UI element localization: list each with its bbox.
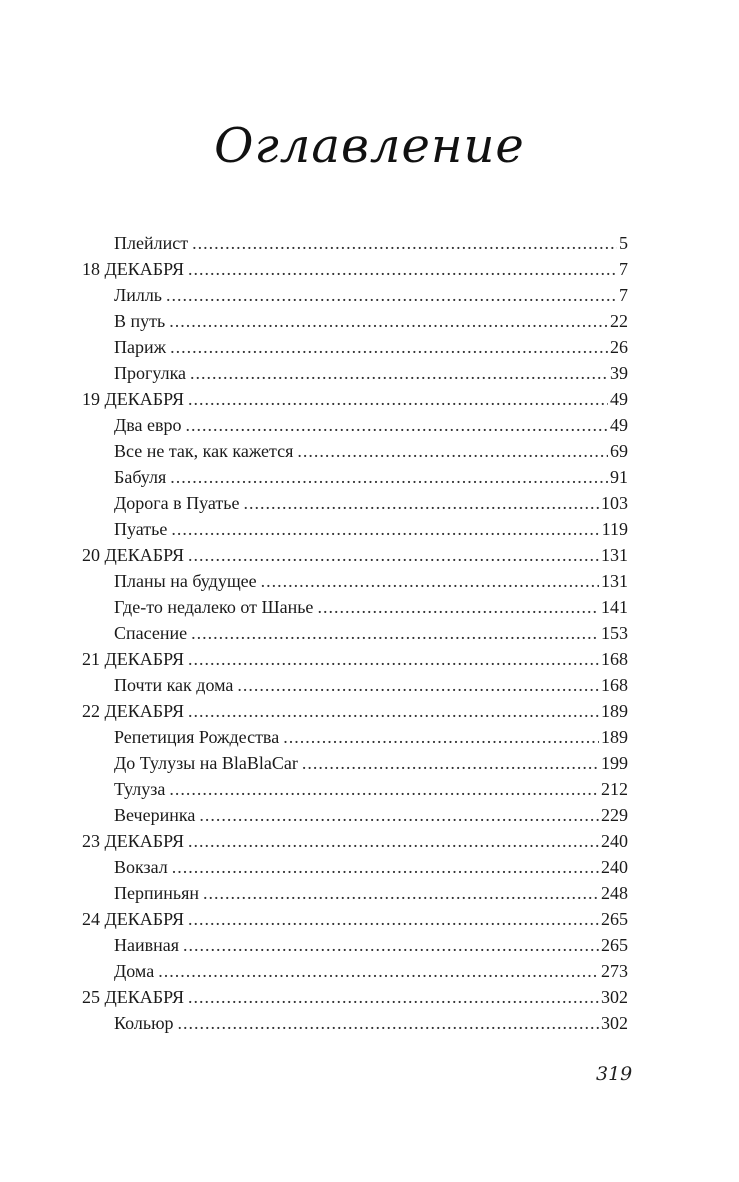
toc-entry-page: 22 [610,311,628,331]
dot-leader [166,282,617,308]
toc-entry-label: 18 ДЕКАБРЯ [82,259,184,279]
toc-entry-label: Вечеринка [114,805,196,825]
toc-entry-page: 229 [601,805,628,825]
toc-entry-label: Репетиция Рождества [114,727,280,747]
toc-chapter-row[interactable] [82,1010,628,1036]
dot-leader [170,464,608,490]
toc-entry-label: Все не так, как кажется [114,441,294,461]
toc-entry-label: 22 ДЕКАБРЯ [82,701,184,721]
dot-leader [172,854,599,880]
dot-leader [203,880,599,906]
dot-leader [244,490,600,516]
page-number: 319 [596,1063,633,1085]
toc-entry-label: Дорога в Пуатье [114,493,240,513]
toc-section-row[interactable] [82,984,628,1010]
toc-entry-page: 49 [610,415,628,435]
toc-entry-page: 49 [610,389,628,409]
toc-entry-label: 24 ДЕКАБРЯ [82,909,184,929]
toc-entry-page: 69 [610,441,628,461]
toc-entry-label: Бабуля [114,467,167,487]
dot-leader [183,932,599,958]
toc-entry-label: Где-то недалеко от Шанье [114,597,314,617]
toc-chapter-row[interactable] [82,230,628,256]
page-title: Оглавление [214,118,525,174]
toc-chapter-row[interactable] [82,620,628,646]
toc-entry-page: 39 [610,363,628,383]
toc-chapter-row[interactable] [82,490,628,516]
toc-entry-page: 7 [619,259,628,279]
dot-leader [170,334,608,360]
toc-entry-label: 20 ДЕКАБРЯ [82,545,184,565]
dot-leader [188,698,599,724]
toc-entry-page: 91 [610,467,628,487]
toc-entry-label: Вокзал [114,857,168,877]
toc-chapter-row[interactable] [82,568,628,594]
toc-entry-label: Дома [114,961,155,981]
toc-section-row[interactable] [82,698,628,724]
dot-leader [237,672,599,698]
toc-entry-page: 240 [601,831,628,851]
toc-entry-page: 265 [601,909,628,929]
dot-leader [191,620,599,646]
toc-chapter-row[interactable] [82,360,628,386]
dot-leader [188,386,608,412]
dot-leader [188,256,617,282]
toc-entry-label: Кольюр [114,1013,174,1033]
toc-entry-page: 240 [601,857,628,877]
dot-leader [190,360,608,386]
toc-entry-page: 168 [601,649,628,669]
toc-chapter-row[interactable] [82,282,628,308]
toc-entry-page: 212 [601,779,628,799]
toc-entry-label: Прогулка [114,363,187,383]
toc-entry-page: 131 [601,545,628,565]
toc-entry-label: 19 ДЕКАБРЯ [82,389,184,409]
toc-entry-page: 199 [601,753,628,773]
table-of-contents [82,230,628,1036]
toc-chapter-row[interactable] [82,958,628,984]
toc-chapter-row[interactable] [82,880,628,906]
toc-entry-page: 189 [601,701,628,721]
dot-leader [188,542,599,568]
toc-entry-page: 131 [601,571,628,591]
toc-entry-page: 168 [601,675,628,695]
toc-chapter-row[interactable] [82,854,628,880]
toc-entry-label: Спасение [114,623,188,643]
toc-entry-label: Наивная [114,935,180,955]
toc-chapter-row[interactable] [82,516,628,542]
toc-entry-page: 26 [610,337,628,357]
toc-entry-page: 141 [601,597,628,617]
toc-section-row[interactable] [82,256,628,282]
dot-leader [188,984,599,1010]
dot-leader [188,906,599,932]
toc-entry-page: 153 [601,623,628,643]
toc-entry-label: Пуатье [114,519,168,539]
toc-chapter-row[interactable] [82,802,628,828]
toc-chapter-row[interactable] [82,932,628,958]
toc-entry-label: Тулуза [114,779,166,799]
toc-entry-label: Планы на будущее [114,571,257,591]
toc-entry-label: В путь [114,311,166,331]
toc-entry-label: 21 ДЕКАБРЯ [82,649,184,669]
toc-chapter-row[interactable] [82,308,628,334]
toc-chapter-row[interactable] [82,438,628,464]
toc-chapter-row[interactable] [82,464,628,490]
toc-entry-label: Почти как дома [114,675,234,695]
toc-entry-label: Лилль [114,285,163,305]
toc-entry-label: 25 ДЕКАБРЯ [82,987,184,1007]
dot-leader [169,776,599,802]
toc-entry-page: 265 [601,935,628,955]
dot-leader [169,308,608,334]
toc-chapter-row[interactable] [82,750,628,776]
toc-section-row[interactable] [82,906,628,932]
toc-section-row[interactable] [82,542,628,568]
toc-entry-page: 302 [601,987,628,1007]
dot-leader [283,724,599,750]
toc-entry-page: 7 [619,285,628,305]
dot-leader [186,412,608,438]
dot-leader [188,646,599,672]
dot-leader [297,438,608,464]
toc-chapter-row[interactable] [82,724,628,750]
toc-entry-page: 273 [601,961,628,981]
toc-entry-label: До Тулузы на BlaBlaCar [114,753,298,773]
dot-leader [192,230,617,256]
toc-entry-label: Париж [114,337,167,357]
toc-section-row[interactable] [82,828,628,854]
dot-leader [188,828,599,854]
toc-entry-label: Перпиньян [114,883,200,903]
toc-section-row[interactable] [82,386,628,412]
toc-entry-label: Два евро [114,415,182,435]
dot-leader [171,516,599,542]
toc-entry-page: 103 [601,493,628,513]
dot-leader [317,594,599,620]
toc-entry-page: 302 [601,1013,628,1033]
toc-entry-page: 189 [601,727,628,747]
dot-leader [158,958,599,984]
toc-entry-page: 5 [619,233,628,253]
dot-leader [178,1010,599,1036]
toc-chapter-row[interactable] [82,594,628,620]
toc-section-row[interactable] [82,646,628,672]
toc-entry-page: 248 [601,883,628,903]
dot-leader [199,802,599,828]
toc-chapter-row[interactable] [82,412,628,438]
dot-leader [261,568,599,594]
toc-entry-label: 23 ДЕКАБРЯ [82,831,184,851]
toc-chapter-row[interactable] [82,776,628,802]
toc-entry-label: Плейлист [114,233,189,253]
toc-chapter-row[interactable] [82,334,628,360]
toc-chapter-row[interactable] [82,672,628,698]
dot-leader [302,750,599,776]
toc-entry-page: 119 [601,519,628,539]
